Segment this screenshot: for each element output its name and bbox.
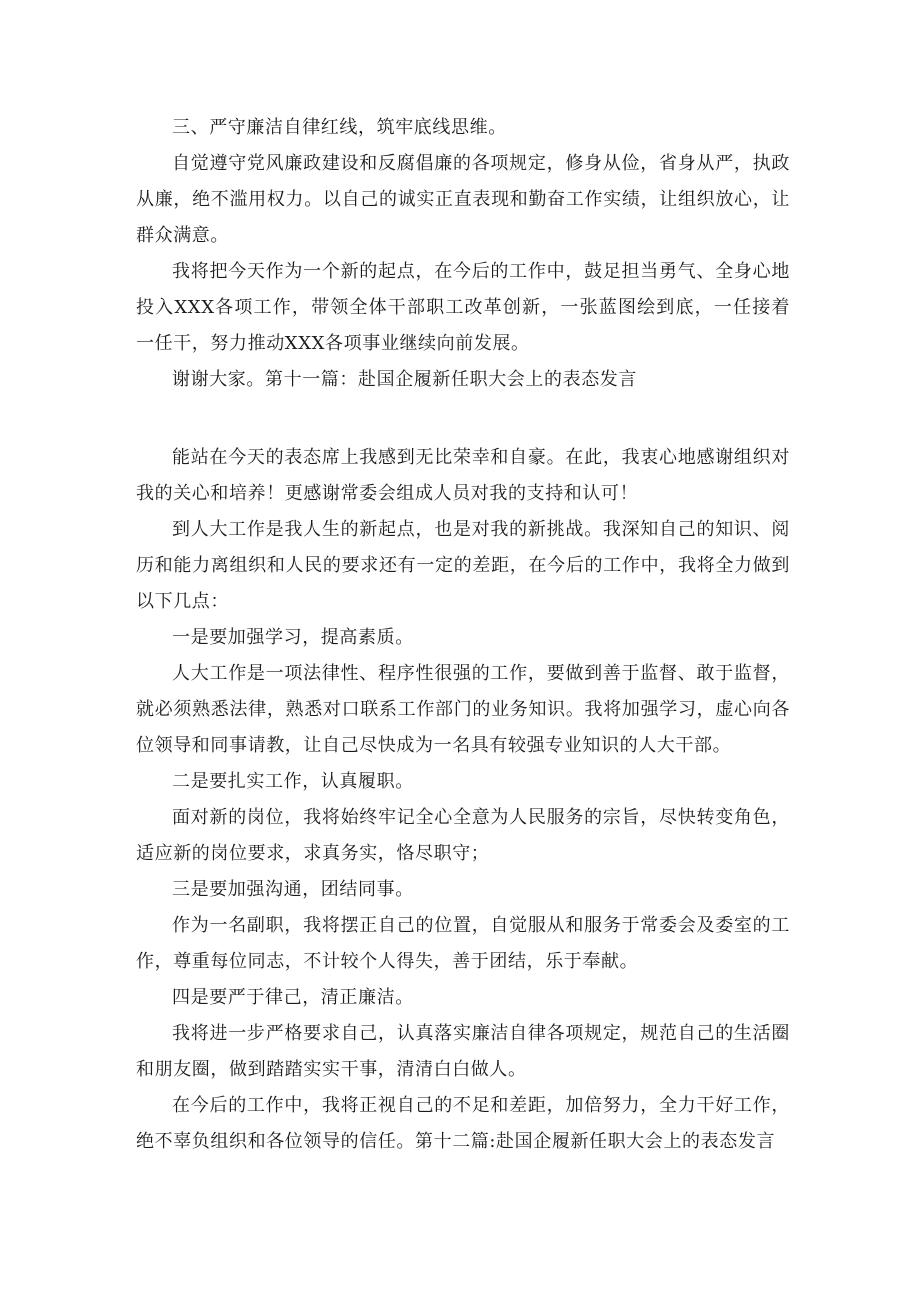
paragraph: 我将进一步严格要求自己，认真落实廉洁自律各项规定，规范自己的生活圈和朋友圈，做到踏踏实实干事，清清白白做人。 — [136, 1023, 790, 1080]
point-heading: 四是要严于律己，清正廉洁。 — [172, 987, 414, 1008]
paragraph: 人大工作是一项法律性、程序性很强的工作，要做到善于监督、敢于监督，就必须熟悉法律，熟悉对口联系工作部门的业务知识。我将加强学习，虚心向各位领导和同事请教，让自己尽快成为一名具有较强专业知识的人大干部。 — [136, 663, 790, 756]
paragraph: 面对新的岗位，我将始终牢记全心全意为人民服务的宗旨，尽快转变角色，适应新的岗位要求，求真务实，恪尽职守； — [136, 807, 790, 864]
paragraph: 我将把今天作为一个新的起点，在今后的工作中，鼓足担当勇气、全身心地投入XXX各项工作，带领全体干部职工改革创新，一张蓝图绘到底，一任接着一任干，努力推动XXX各项事业继续向前发展。 — [136, 261, 790, 354]
paragraph: 自觉遵守党风廉政建设和反腐倡廉的各项规定，修身从俭，省身从严，执政从廉，绝不滥用权力。以自己的诚实正直表现和勤奋工作实绩，让组织放心，让群众满意。 — [136, 153, 790, 246]
closing-paragraph: 在今后的工作中，我将正视自己的不足和差距，加倍努力，全力干好工作，绝不辜负组织和各位领导的信任。第十二篇:赴国企履新任职大会上的表态发言 — [136, 1095, 790, 1152]
blank-gap — [136, 398, 790, 440]
point-heading: 三是要加强沟通，团结同事。 — [172, 879, 414, 900]
paragraph: 能站在今天的表态席上我感到无比荣幸和自豪。在此，我衷心地感谢组织对我的关心和培养！更感谢常委会组成人员对我的支持和认可！ — [136, 447, 790, 504]
section-heading: 三、严守廉洁自律红线，筑牢底线思维。 — [172, 117, 507, 138]
paragraph: 作为一名副职，我将摆正自己的位置，自觉服从和服务于常委会及委室的工作，尊重每位同志，不计较个人得失，善于团结，乐于奉献。 — [136, 915, 790, 972]
paragraph: 到人大工作是我人生的新起点，也是对我的新挑战。我深知自己的知识、阅历和能力离组织和人民的要求还有一定的差距，在今后的工作中，我将全力做到以下几点： — [136, 519, 790, 612]
point-heading: 二是要扎实工作，认真履职。 — [172, 771, 414, 792]
point-heading: 一是要加强学习，提高素质。 — [172, 627, 414, 648]
document-body — [136, 110, 790, 1160]
article-title-line: 谢谢大家。第十一篇：赴国企履新任职大会上的表态发言 — [172, 369, 637, 390]
